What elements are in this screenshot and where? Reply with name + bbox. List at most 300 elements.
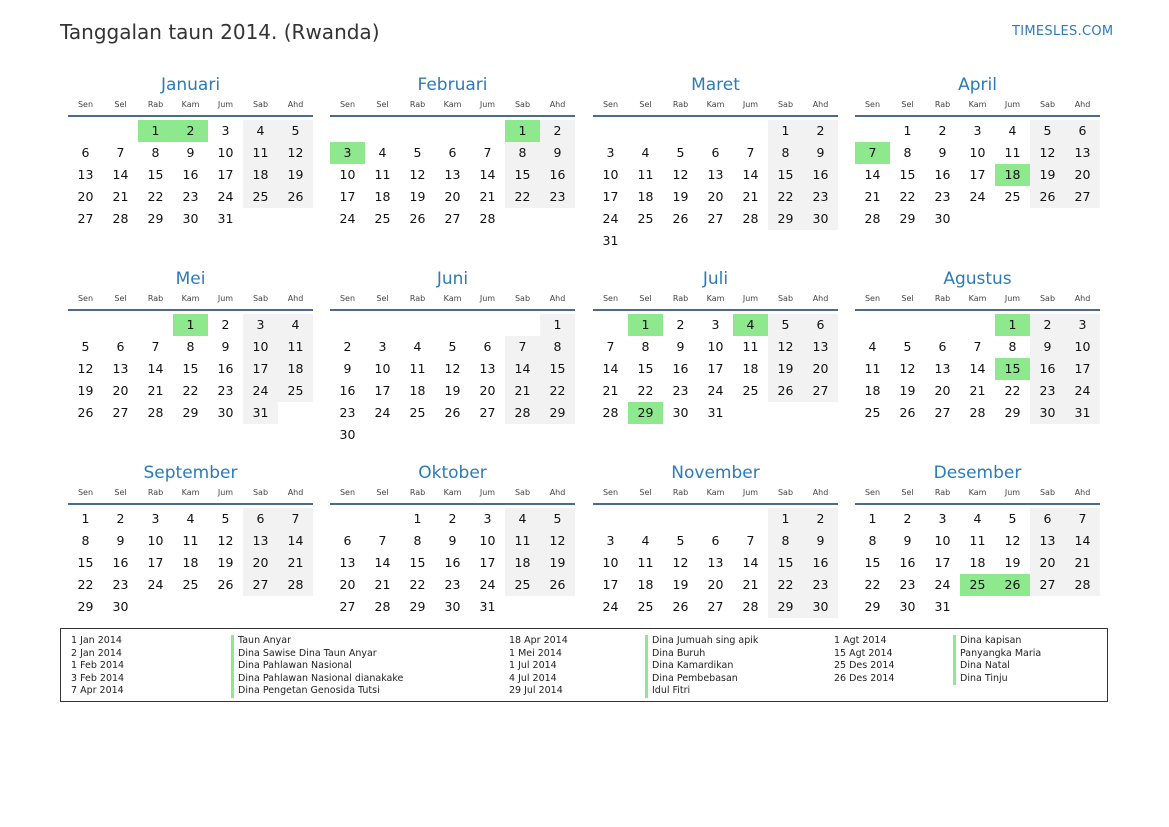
weekday-label: Jum: [1004, 488, 1021, 497]
day-cell: 15: [768, 164, 803, 186]
day-cell: 20: [1030, 552, 1065, 574]
day-cell: 16: [339, 383, 356, 398]
day-cell: 1: [505, 120, 540, 142]
day-cell: 25: [505, 574, 540, 596]
day-cell: 9: [221, 339, 230, 354]
empty-cell: [733, 508, 768, 530]
day-cell: 31: [707, 405, 724, 420]
day-cell: 16: [217, 361, 234, 376]
day-cell: 18: [278, 358, 313, 380]
weekday-label: Sel: [114, 294, 127, 303]
day-cell: 11: [864, 361, 881, 376]
weekday-label: Sab: [252, 100, 269, 109]
day-cell: 31: [602, 233, 619, 248]
empty-cell: [330, 508, 365, 530]
day-cell: 21: [374, 577, 391, 592]
day-cell: 12: [1030, 142, 1065, 164]
day-cell: 22: [182, 383, 199, 398]
day-cell: 20: [479, 383, 496, 398]
day-cell: 22: [147, 189, 164, 204]
empty-cell: [365, 120, 400, 142]
day-cell: 6: [711, 145, 720, 160]
weekday-label: Sen: [864, 488, 881, 497]
weekday-label: Ahd: [812, 100, 829, 109]
weekday-label: Jum: [479, 488, 496, 497]
day-cell: 25: [374, 211, 391, 226]
holiday-list: [60, 628, 1108, 702]
weekday-label: Ahd: [287, 488, 304, 497]
day-cell: 31: [1065, 402, 1100, 424]
day-cell: 12: [1004, 533, 1021, 548]
day-cell: 20: [77, 189, 94, 204]
day-cell: 16: [672, 361, 689, 376]
day-cell: 9: [540, 142, 575, 164]
empty-cell: [733, 120, 768, 142]
day-cell: 8: [641, 339, 650, 354]
day-cell: 10: [339, 167, 356, 182]
day-cell: 4: [505, 508, 540, 530]
day-cell: 30: [112, 599, 129, 614]
holiday-date: 25 Des 2014: [834, 660, 895, 671]
month-mei: [68, 268, 313, 424]
day-cell: 30: [182, 211, 199, 226]
day-cell: 30: [803, 208, 838, 230]
day-cell: 31: [243, 402, 278, 424]
weekday-label: Sen: [77, 100, 94, 109]
day-cell: 16: [444, 555, 461, 570]
day-cell: 24: [602, 211, 619, 226]
day-cell: 3: [711, 317, 720, 332]
day-cell: 27: [803, 380, 838, 402]
holiday-date: 18 Apr 2014: [509, 635, 568, 646]
day-cell: 29: [899, 211, 916, 226]
day-cell: 4: [641, 533, 650, 548]
month-name: Juli: [702, 269, 729, 289]
day-cell: 29: [768, 596, 803, 618]
day-cell: 18: [243, 164, 278, 186]
day-cell: 7: [151, 339, 160, 354]
day-cell: 6: [343, 533, 352, 548]
weekday-label: Sab: [252, 294, 269, 303]
day-cell: 26: [672, 599, 689, 614]
day-cell: 31: [217, 211, 234, 226]
month-januari: [68, 74, 313, 230]
day-cell: 2: [343, 339, 352, 354]
day-cell: 29: [409, 599, 426, 614]
day-cell: 7: [278, 508, 313, 530]
day-cell: 24: [934, 577, 951, 592]
day-cell: 2: [803, 508, 838, 530]
day-cell: 8: [1008, 339, 1017, 354]
month-name: April: [958, 75, 997, 95]
weekday-label: Sel: [376, 488, 389, 497]
empty-cell: [663, 120, 698, 142]
empty-cell: [593, 314, 628, 336]
day-cell: 8: [81, 533, 90, 548]
day-cell: 2: [803, 120, 838, 142]
day-cell: 16: [112, 555, 129, 570]
day-cell: 26: [899, 405, 916, 420]
weekday-label: Rab: [409, 488, 426, 497]
day-cell: 24: [602, 599, 619, 614]
day-cell: 8: [768, 530, 803, 552]
day-cell: 28: [742, 599, 759, 614]
day-grid: [593, 508, 838, 618]
day-cell: 7: [855, 142, 890, 164]
day-cell: 26: [672, 211, 689, 226]
day-cell: 19: [899, 383, 916, 398]
holiday-name: Dina Sawise Dina Taun Anyar: [231, 648, 403, 661]
weekday-label: Kam: [706, 100, 725, 109]
day-cell: 21: [112, 189, 129, 204]
day-cell: 18: [864, 383, 881, 398]
holiday-dates-col-3: [834, 635, 894, 685]
day-cell: 25: [278, 380, 313, 402]
month-name: Oktober: [418, 463, 487, 483]
day-cell: 29: [628, 402, 663, 424]
day-cell: 10: [147, 533, 164, 548]
day-cell: 23: [112, 577, 129, 592]
empty-cell: [698, 120, 733, 142]
holiday-name: Panyangka Maria: [953, 648, 1041, 661]
day-cell: 1: [173, 314, 208, 336]
weekday-label: Sab: [777, 294, 794, 303]
weekday-label: Rab: [934, 100, 951, 109]
day-cell: 25: [409, 405, 426, 420]
day-cell: 2: [116, 511, 125, 526]
day-cell: 10: [479, 533, 496, 548]
day-cell: 22: [768, 186, 803, 208]
holiday-date: 1 Feb 2014: [71, 660, 125, 671]
empty-cell: [400, 120, 435, 142]
day-cell: 23: [339, 405, 356, 420]
day-cell: 2: [540, 120, 575, 142]
day-cell: 22: [505, 186, 540, 208]
empty-cell: [663, 508, 698, 530]
day-cell: 4: [641, 145, 650, 160]
weekday-label: Sel: [639, 488, 652, 497]
day-cell: 12: [444, 361, 461, 376]
weekday-label: Rab: [147, 100, 164, 109]
day-cell: 3: [483, 511, 492, 526]
weekday-label: Kam: [968, 294, 987, 303]
month-name: Agustus: [943, 269, 1012, 289]
day-grid: [855, 508, 1100, 618]
day-cell: 17: [374, 383, 391, 398]
day-cell: 22: [1004, 383, 1021, 398]
day-cell: 17: [479, 555, 496, 570]
day-cell: 11: [374, 167, 391, 182]
day-cell: 28: [112, 211, 129, 226]
holiday-date: 15 Agt 2014: [834, 647, 893, 659]
day-cell: 30: [934, 211, 951, 226]
weekday-label: Jum: [742, 294, 759, 303]
weekday-label: Jum: [479, 100, 496, 109]
day-grid: [68, 508, 313, 618]
weekday-label: Ahd: [549, 488, 566, 497]
day-cell: 16: [803, 552, 838, 574]
empty-cell: [470, 120, 505, 142]
day-cell: 1: [81, 511, 90, 526]
weekday-header: [330, 293, 575, 311]
weekday-header: [68, 99, 313, 117]
day-cell: 3: [1065, 314, 1100, 336]
day-cell: 19: [77, 383, 94, 398]
day-cell: 20: [112, 383, 129, 398]
day-cell: 4: [413, 339, 422, 354]
weekday-label: Kam: [443, 488, 462, 497]
day-cell: 27: [77, 211, 94, 226]
day-cell: 22: [409, 577, 426, 592]
day-cell: 1: [138, 120, 173, 142]
holiday-name: Dina Kamardikan: [645, 660, 758, 673]
day-cell: 13: [934, 361, 951, 376]
weekday-label: Jum: [217, 294, 234, 303]
day-cell: 27: [479, 405, 496, 420]
day-cell: 19: [278, 164, 313, 186]
empty-cell: [365, 508, 400, 530]
day-cell: 17: [1065, 358, 1100, 380]
weekday-header: [330, 487, 575, 505]
day-cell: 15: [768, 552, 803, 574]
day-cell: 12: [278, 142, 313, 164]
day-cell: 18: [409, 383, 426, 398]
day-cell: 8: [186, 339, 195, 354]
holiday-date: 7 Apr 2014: [71, 685, 124, 696]
day-cell: 5: [903, 339, 912, 354]
day-cell: 25: [742, 383, 759, 398]
day-cell: 23: [672, 383, 689, 398]
month-april: [855, 74, 1100, 230]
day-cell: 14: [147, 361, 164, 376]
weekday-label: Jum: [217, 100, 234, 109]
day-cell: 11: [243, 142, 278, 164]
day-cell: 5: [768, 314, 803, 336]
day-cell: 4: [868, 339, 877, 354]
day-cell: 15: [77, 555, 94, 570]
weekday-label: Sab: [514, 294, 531, 303]
day-cell: 3: [151, 511, 160, 526]
holiday-date: 1 Jul 2014: [509, 660, 557, 671]
day-cell: 3: [606, 145, 615, 160]
day-cell: 11: [637, 555, 654, 570]
weekday-label: Sel: [376, 294, 389, 303]
day-cell: 14: [742, 555, 759, 570]
day-grid: [855, 314, 1100, 424]
day-cell: 3: [330, 142, 365, 164]
day-cell: 8: [768, 142, 803, 164]
weekday-label: Rab: [147, 488, 164, 497]
empty-cell: [330, 314, 365, 336]
weekday-label: Kam: [181, 294, 200, 303]
day-cell: 9: [116, 533, 125, 548]
day-cell: 11: [409, 361, 426, 376]
weekday-label: Ahd: [287, 100, 304, 109]
day-cell: 14: [278, 530, 313, 552]
day-cell: 27: [707, 599, 724, 614]
weekday-label: Sel: [376, 100, 389, 109]
holiday-names-col-1: [231, 635, 403, 698]
day-cell: 20: [243, 552, 278, 574]
day-cell: 21: [147, 383, 164, 398]
weekday-label: Kam: [706, 488, 725, 497]
day-cell: 6: [1030, 508, 1065, 530]
weekday-label: Jum: [479, 294, 496, 303]
weekday-label: Kam: [443, 294, 462, 303]
day-cell: 27: [444, 211, 461, 226]
day-cell: 30: [339, 427, 356, 442]
month-name: September: [143, 463, 238, 483]
holiday-date: 29 Jul 2014: [509, 685, 563, 696]
page-title: Tanggalan taun 2014. (Rwanda): [60, 20, 380, 44]
day-grid: [330, 508, 575, 618]
day-cell: 9: [1030, 336, 1065, 358]
holiday-date: 4 Jul 2014: [509, 672, 557, 684]
day-cell: 12: [672, 167, 689, 182]
day-cell: 19: [1030, 164, 1065, 186]
day-cell: 23: [803, 574, 838, 596]
day-cell: 23: [1030, 380, 1065, 402]
day-cell: 2: [1030, 314, 1065, 336]
weekday-label: Rab: [672, 100, 689, 109]
empty-cell: [365, 314, 400, 336]
day-cell: 14: [864, 167, 881, 182]
month-juli: [593, 268, 838, 424]
day-cell: 20: [1065, 164, 1100, 186]
day-cell: 9: [803, 142, 838, 164]
day-cell: 7: [1065, 508, 1100, 530]
day-cell: 29: [768, 208, 803, 230]
day-cell: 29: [182, 405, 199, 420]
day-cell: 17: [217, 167, 234, 182]
weekday-label: Kam: [181, 100, 200, 109]
weekday-header: [855, 487, 1100, 505]
day-cell: 11: [182, 533, 199, 548]
day-cell: 12: [217, 533, 234, 548]
day-cell: 23: [899, 577, 916, 592]
holiday-date: 26 Des 2014: [834, 672, 895, 684]
empty-cell: [593, 120, 628, 142]
day-cell: 30: [444, 599, 461, 614]
weekday-header: [593, 293, 838, 311]
weekday-label: Sen: [77, 294, 94, 303]
weekday-label: Sab: [1039, 294, 1056, 303]
day-cell: 9: [343, 361, 352, 376]
day-cell: 19: [672, 189, 689, 204]
empty-cell: [855, 314, 890, 336]
day-cell: 21: [278, 552, 313, 574]
day-cell: 26: [995, 574, 1030, 596]
holiday-name: Dina Pengetan Genosida Tutsi: [231, 685, 403, 698]
day-cell: 17: [602, 189, 619, 204]
day-cell: 20: [339, 577, 356, 592]
day-cell: 29: [147, 211, 164, 226]
month-februari: [330, 74, 575, 230]
day-cell: 24: [217, 189, 234, 204]
day-cell: 4: [278, 314, 313, 336]
weekday-label: Sen: [602, 488, 619, 497]
empty-cell: [960, 314, 995, 336]
day-cell: 2: [448, 511, 457, 526]
day-cell: 25: [637, 599, 654, 614]
holiday-name: Dina Tinju: [953, 673, 1041, 686]
day-cell: 16: [899, 555, 916, 570]
day-cell: 7: [746, 145, 755, 160]
day-cell: 6: [243, 508, 278, 530]
day-cell: 13: [339, 555, 356, 570]
day-cell: 13: [112, 361, 129, 376]
month-juni: [330, 268, 575, 446]
holiday-date: 1 Agt 2014: [834, 635, 887, 646]
day-cell: 3: [221, 123, 230, 138]
empty-cell: [698, 508, 733, 530]
site-link[interactable]: TIMESLES.COM: [1012, 24, 1114, 39]
day-cell: 16: [540, 164, 575, 186]
day-cell: 3: [378, 339, 387, 354]
day-cell: 1: [540, 314, 575, 336]
day-cell: 18: [969, 555, 986, 570]
weekday-label: Jum: [217, 488, 234, 497]
day-cell: 20: [444, 189, 461, 204]
day-cell: 4: [243, 120, 278, 142]
weekday-header: [593, 99, 838, 117]
day-cell: 13: [444, 167, 461, 182]
weekday-label: Sel: [114, 100, 127, 109]
day-cell: 21: [602, 383, 619, 398]
month-september: [68, 462, 313, 618]
empty-cell: [628, 120, 663, 142]
day-cell: 3: [606, 533, 615, 548]
day-cell: 17: [602, 577, 619, 592]
day-cell: 13: [707, 555, 724, 570]
day-cell: 26: [409, 211, 426, 226]
holiday-date: 3 Feb 2014: [71, 672, 125, 684]
day-cell: 26: [768, 380, 803, 402]
day-cell: 27: [339, 599, 356, 614]
empty-cell: [103, 314, 138, 336]
weekday-label: Rab: [409, 100, 426, 109]
day-cell: 10: [707, 339, 724, 354]
empty-cell: [925, 314, 960, 336]
day-cell: 30: [217, 405, 234, 420]
day-cell: 31: [934, 599, 951, 614]
weekday-header: [68, 487, 313, 505]
day-cell: 1: [868, 511, 877, 526]
day-cell: 22: [77, 577, 94, 592]
day-cell: 28: [864, 211, 881, 226]
day-cell: 23: [540, 186, 575, 208]
day-cell: 26: [540, 574, 575, 596]
weekday-label: Sel: [114, 488, 127, 497]
holiday-names-col-3: [953, 635, 1041, 685]
weekday-label: Sab: [252, 488, 269, 497]
day-cell: 17: [243, 358, 278, 380]
day-cell: 6: [938, 339, 947, 354]
day-cell: 15: [899, 167, 916, 182]
day-cell: 22: [899, 189, 916, 204]
weekday-label: Sab: [1039, 488, 1056, 497]
weekday-label: Sen: [602, 100, 619, 109]
day-cell: 7: [378, 533, 387, 548]
day-cell: 5: [221, 511, 230, 526]
weekday-label: Kam: [968, 488, 987, 497]
weekday-label: Sen: [864, 100, 881, 109]
day-cell: 2: [903, 511, 912, 526]
day-cell: 17: [707, 361, 724, 376]
weekday-label: Jum: [1004, 294, 1021, 303]
weekday-label: Rab: [672, 294, 689, 303]
weekday-label: Sen: [602, 294, 619, 303]
